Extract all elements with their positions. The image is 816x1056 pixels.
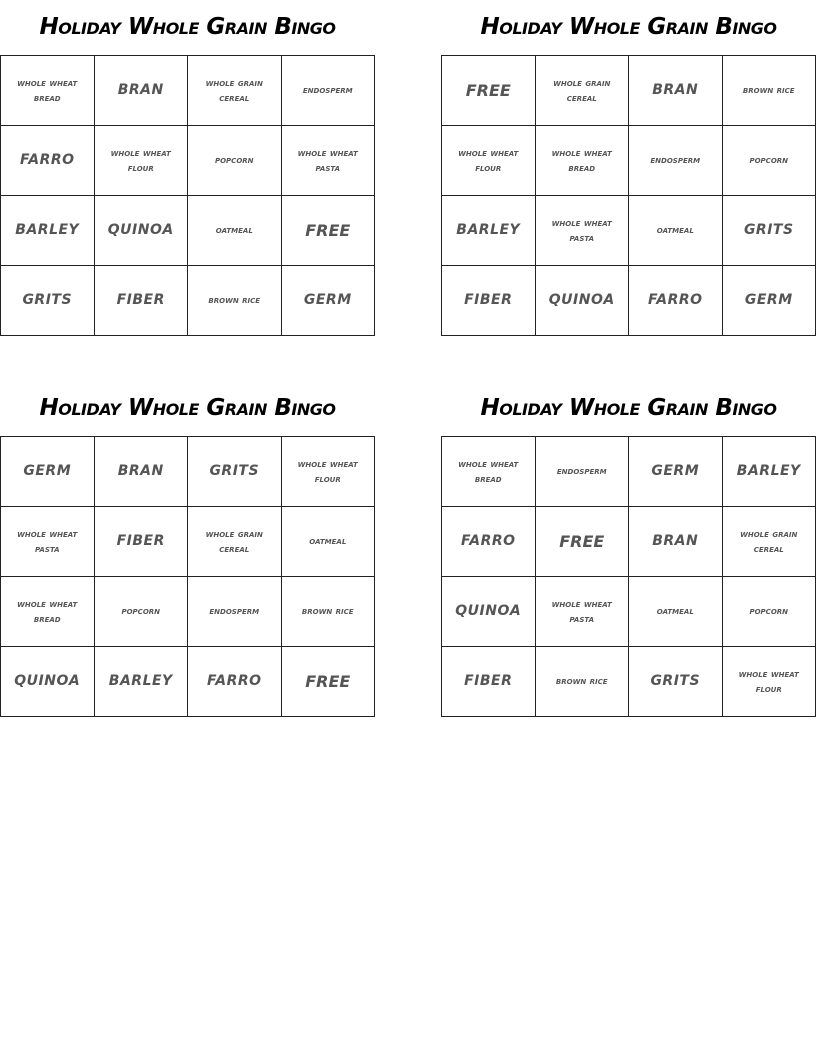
bingo-cell: whole wheat pasta <box>536 577 630 647</box>
bingo-grid <box>0 436 375 717</box>
bingo-cell: BRAN <box>95 56 189 126</box>
bingo-cell: BARLEY <box>723 437 816 507</box>
bingo-cell: oatmeal <box>282 507 376 577</box>
bingo-cell: popcorn <box>723 577 816 647</box>
bingo-cell: FREE <box>442 56 536 126</box>
bingo-cell: whole grain cereal <box>188 56 282 126</box>
bingo-card-4 <box>441 381 816 717</box>
bingo-cell: endosperm <box>536 437 630 507</box>
bingo-cell: oatmeal <box>629 577 723 647</box>
bingo-cell: GERM <box>282 266 376 336</box>
bingo-cell: BARLEY <box>1 196 95 266</box>
bingo-cell: FIBER <box>95 507 189 577</box>
bingo-cell: whole grain cereal <box>723 507 816 577</box>
bingo-cell: FARRO <box>629 266 723 336</box>
bingo-cell: whole grain cereal <box>188 507 282 577</box>
bingo-cell: GRITS <box>723 196 816 266</box>
bingo-cell: whole wheat bread <box>1 56 95 126</box>
bingo-cell: BRAN <box>629 56 723 126</box>
bingo-cell: GERM <box>723 266 816 336</box>
bingo-grid <box>0 55 375 336</box>
bingo-card-2 <box>441 0 816 336</box>
bingo-cell: GRITS <box>1 266 95 336</box>
bingo-cell: FARRO <box>1 126 95 196</box>
bingo-card-1 <box>0 0 375 336</box>
bingo-cell: GRITS <box>629 647 723 717</box>
bingo-cell: whole wheat flour <box>95 126 189 196</box>
bingo-grid <box>441 436 816 717</box>
bingo-cell: FARRO <box>188 647 282 717</box>
bingo-cell: FREE <box>536 507 630 577</box>
bingo-cell: oatmeal <box>188 196 282 266</box>
bingo-cell: whole wheat bread <box>442 437 536 507</box>
bingo-cell: brown rice <box>188 266 282 336</box>
bingo-cell: QUINOA <box>1 647 95 717</box>
bingo-cell: BRAN <box>95 437 189 507</box>
bingo-cell: whole wheat pasta <box>282 126 376 196</box>
bingo-cell: BARLEY <box>442 196 536 266</box>
bingo-cell: whole grain cereal <box>536 56 630 126</box>
bingo-cell: whole wheat pasta <box>1 507 95 577</box>
bingo-cell: whole wheat bread <box>536 126 630 196</box>
bingo-cell: FREE <box>282 196 376 266</box>
bingo-cell: endosperm <box>282 56 376 126</box>
bingo-cell: FARRO <box>442 507 536 577</box>
bingo-cell: GERM <box>629 437 723 507</box>
bingo-cell: oatmeal <box>629 196 723 266</box>
bingo-cell: whole wheat bread <box>1 577 95 647</box>
card-title: Holiday Whole Grain Bingo <box>480 395 777 421</box>
bingo-cell: QUINOA <box>536 266 630 336</box>
bingo-card-3 <box>0 381 375 717</box>
bingo-cell: FIBER <box>442 647 536 717</box>
bingo-cell: whole wheat flour <box>442 126 536 196</box>
bingo-cell: popcorn <box>723 126 816 196</box>
bingo-cell: BRAN <box>629 507 723 577</box>
bingo-cell: QUINOA <box>442 577 536 647</box>
bingo-cell: popcorn <box>188 126 282 196</box>
card-title: Holiday Whole Grain Bingo <box>39 395 336 421</box>
bingo-cell: endosperm <box>629 126 723 196</box>
bingo-cell: GERM <box>1 437 95 507</box>
bingo-cell: FIBER <box>95 266 189 336</box>
card-title: Holiday Whole Grain Bingo <box>480 14 777 40</box>
bingo-cell: whole wheat flour <box>282 437 376 507</box>
bingo-cell: GRITS <box>188 437 282 507</box>
bingo-cell: whole wheat flour <box>723 647 816 717</box>
bingo-cell: popcorn <box>95 577 189 647</box>
bingo-cell: FREE <box>282 647 376 717</box>
bingo-cell: brown rice <box>723 56 816 126</box>
bingo-cell: FIBER <box>442 266 536 336</box>
bingo-grid <box>441 55 816 336</box>
bingo-cell: QUINOA <box>95 196 189 266</box>
bingo-cell: brown rice <box>536 647 630 717</box>
bingo-cell: brown rice <box>282 577 376 647</box>
card-title: Holiday Whole Grain Bingo <box>39 14 336 40</box>
bingo-cell: endosperm <box>188 577 282 647</box>
bingo-cell: whole wheat pasta <box>536 196 630 266</box>
bingo-cell: BARLEY <box>95 647 189 717</box>
